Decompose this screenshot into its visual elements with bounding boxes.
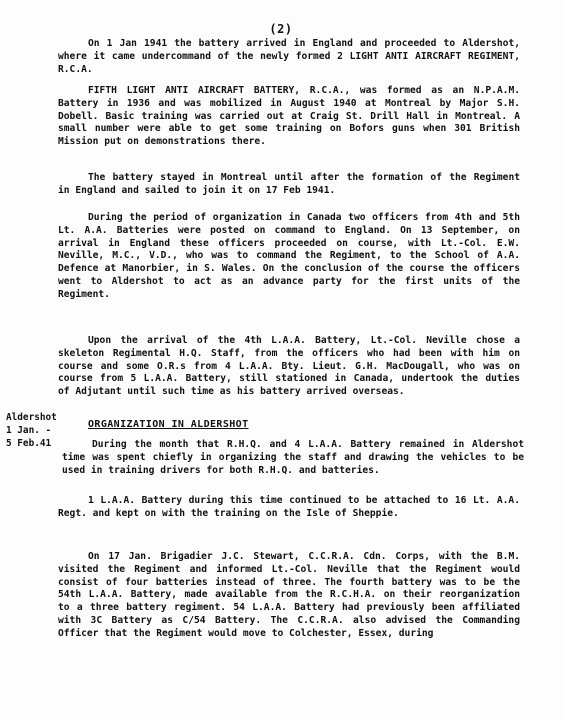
paragraph-battery-montreal: The battery stayed in Montreal until after the formation of the Regiment in England and sailed to join it on 17 Feb 1941.	[58, 172, 520, 196]
margin-date-to: 5 Feb.41	[6, 437, 52, 449]
paragraph-arrival-england: On 1 Jan 1941 the battery arrived in England and proceeded to Aldershot, where it came undercommand of the newly formed 2 LIGHT ANTI AIRCRAFT REGIMENT, R.C.A.	[58, 38, 520, 75]
paragraph-brigadier-visit: On 17 Jan. Brigadier J.C. Stewart, C.C.R.A. Cdn. Corps, with the B.M. visited the Regiment and informed Lt.-Col. Neville that the Regiment would consist of four batteries instead of three. The fourth battery was to be the 54th L.A.A. Battery, made available from the R.C.H.A. on their reorganization to a three battery regiment. 54 L.A.A. Battery had previously been affiliated with 3C Battery as C/54 Battery. The C.C.R.A. also advised the Commanding Officer that the Regiment would move to Colchester, Essex, during	[58, 551, 520, 639]
paragraph-fifth-battery-history: FIFTH LIGHT ANTI AIRCRAFT BATTERY, R.C.A., was formed as an N.P.A.M. Battery in 1936 and was mobilized in August 1940 at Montreal by Major S.H. Dobell. Basic training was carried out at Craig St. Drill Hall in Montreal. A small number were able to get some training on Bofors guns when 301 British Mission put on demonstrations there.	[58, 85, 520, 148]
section-heading: ORGANIZATION IN ALDERSHOT	[88, 419, 249, 430]
margin-date-from: 1 Jan. -	[6, 424, 52, 436]
paragraph-aldershot-month: During the month that R.H.Q. and 4 L.A.A. Battery remained in Aldershot time was spent chiefly in organizing the staff and drawing the vehicles to be used in training drivers for both R.H.Q. and batteries.	[62, 439, 524, 476]
paragraph-regimental-hq: Upon the arrival of the 4th L.A.A. Battery, Lt.-Col. Neville chose a skeleton Regimental H.Q. Staff, from the officers who had been with him on course and some O.R.s from 4 L.A.A. Bty. Lieut. G.H. MacDougall, who was on course from 5 L.A.A. Battery, still stationed in Canada, undertook the duties of Adjutant until such time as his battery arrived overseas.	[58, 335, 520, 398]
paragraph-battery-attached: 1 L.A.A. Battery during this time continued to be attached to 16 Lt. A.A. Regt. and kept on with the training on the Isle of Sheppie.	[58, 495, 520, 519]
margin-date-note	[6, 412, 66, 450]
page-number: (2)	[269, 22, 293, 36]
margin-place: Aldershot	[6, 412, 57, 423]
paragraph-organization-canada: During the period of organization in Canada two officers from 4th and 5th Lt. A.A. Batteries were posted on command to England. On 13 September, on arrival in England these officers proceeded on course, with Lt.-Col. E.W. Neville, M.C., V.D., who was to command the Regiment, to the School of A.A. Defence at Manorbier, in S. Wales. On the conclusion of the course the officers went to Aldershot to act as an advance party for the first units of the Regiment.	[58, 212, 520, 300]
